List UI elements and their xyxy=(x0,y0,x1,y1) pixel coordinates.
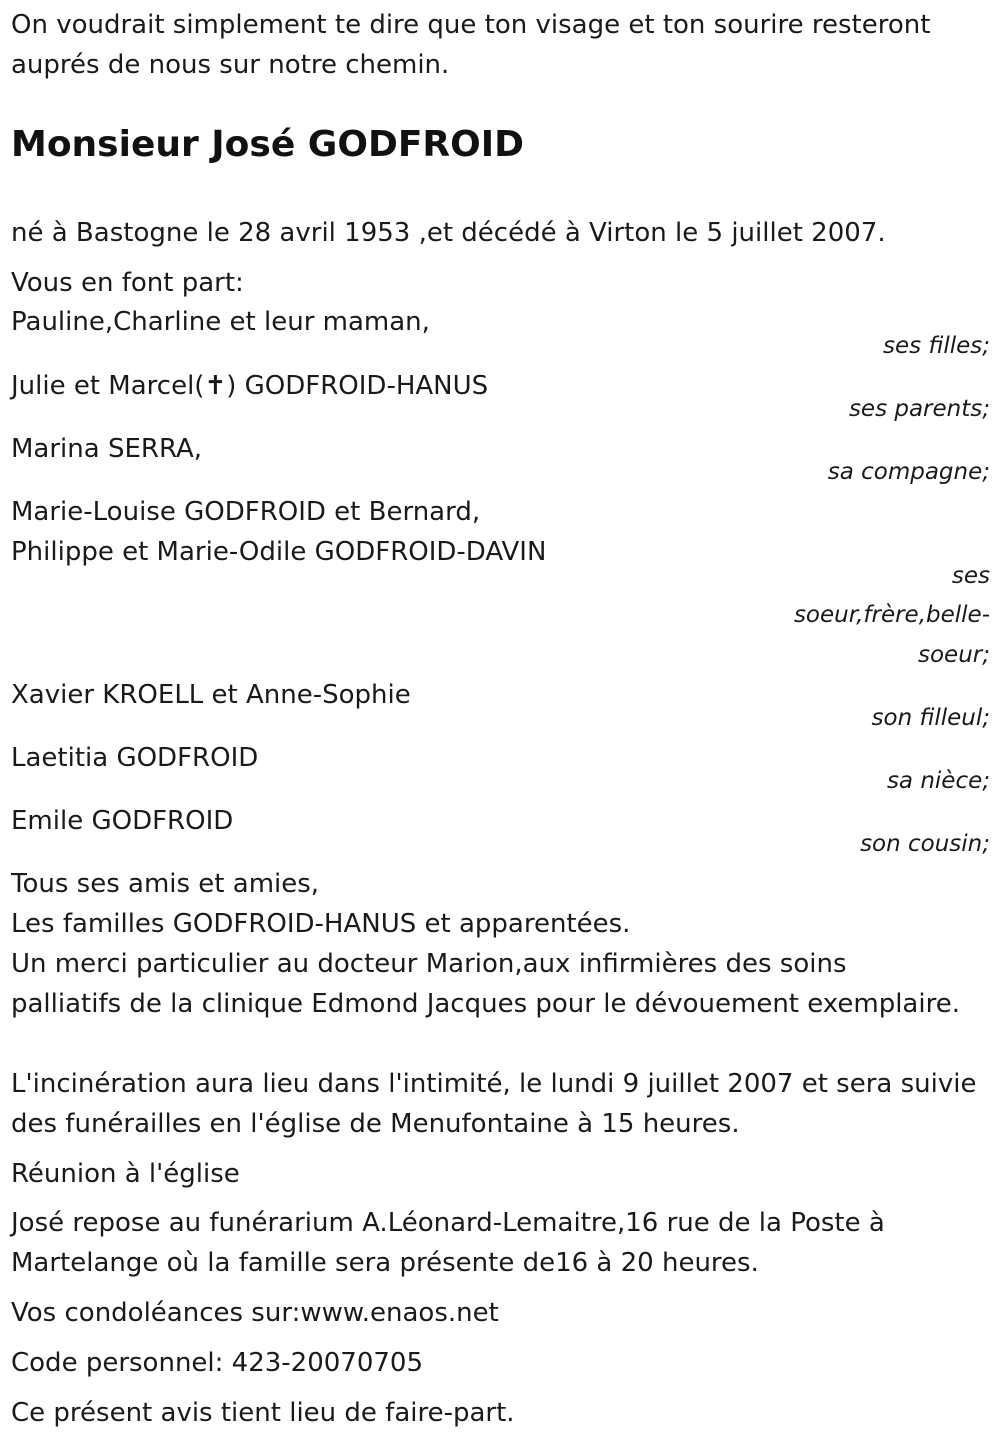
family-role: soeur; xyxy=(918,642,990,668)
family-names: Marie-Louise GODFROID et Bernard, xyxy=(11,497,481,527)
intro-line: auprés de nous sur notre chemin. xyxy=(11,50,450,80)
funerarium-line: José repose au funérarium A.Léonard-Lemaitre,16 rue de la Poste à xyxy=(11,1208,885,1238)
family-names: Emile GODFROID xyxy=(11,806,234,836)
reunion-text: Réunion à l'église xyxy=(11,1159,240,1189)
birth-death-text: né à Bastogne le 28 avril 1953 ,et décédé à Virton le 5 juillet 2007. xyxy=(11,218,886,248)
ceremony-line: des funérailles en l'église de Menufontaine à 15 heures. xyxy=(11,1109,740,1139)
personal-code-text: Code personnel: 423-20070705 xyxy=(11,1348,424,1378)
thanks-line: palliatifs de la clinique Edmond Jacques pour le dévouement exemplaire. xyxy=(11,989,960,1019)
family-names: Marina SERRA, xyxy=(11,434,203,464)
family-names: Laetitia GODFROID xyxy=(11,743,259,773)
family-role: son cousin; xyxy=(860,831,990,857)
thanks-line: Un merci particulier au docteur Marion,aux infirmières des soins xyxy=(11,949,847,979)
family-names: Xavier KROELL et Anne-Sophie xyxy=(11,680,411,710)
family-role: ses filles; xyxy=(883,333,990,359)
funerarium-line: Martelange où la famille sera présente de16 à 20 heures. xyxy=(11,1248,759,1278)
announce-text: Vous en font part: xyxy=(11,268,244,298)
ceremony-line: L'incinération aura lieu dans l'intimité, le lundi 9 juillet 2007 et sera suivie xyxy=(11,1069,977,1099)
deceased-name: Monsieur José GODFROID xyxy=(11,124,525,165)
family-names: Pauline,Charline et leur maman, xyxy=(11,307,430,337)
family-role: sa compagne; xyxy=(827,459,990,485)
friends-line: Les familles GODFROID-HANUS et apparentées. xyxy=(11,909,631,939)
intro-line: On voudrait simplement te dire que ton visage et ton sourire resteront xyxy=(11,10,931,40)
family-role: son filleul; xyxy=(871,705,990,731)
family-role: soeur,frère,belle- xyxy=(793,602,990,628)
family-role: ses parents; xyxy=(848,396,990,422)
condolences-text: Vos condoléances sur:www.enaos.net xyxy=(11,1298,499,1328)
family-names: Philippe et Marie-Odile GODFROID-DAVIN xyxy=(11,537,547,567)
friends-line: Tous ses amis et amies, xyxy=(11,869,320,899)
closing-text: Ce présent avis tient lieu de faire-part. xyxy=(11,1398,515,1428)
family-role: sa nièce; xyxy=(886,768,990,794)
family-names: Julie et Marcel(✝) GODFROID-HANUS xyxy=(11,371,489,401)
family-role: ses xyxy=(951,563,990,589)
